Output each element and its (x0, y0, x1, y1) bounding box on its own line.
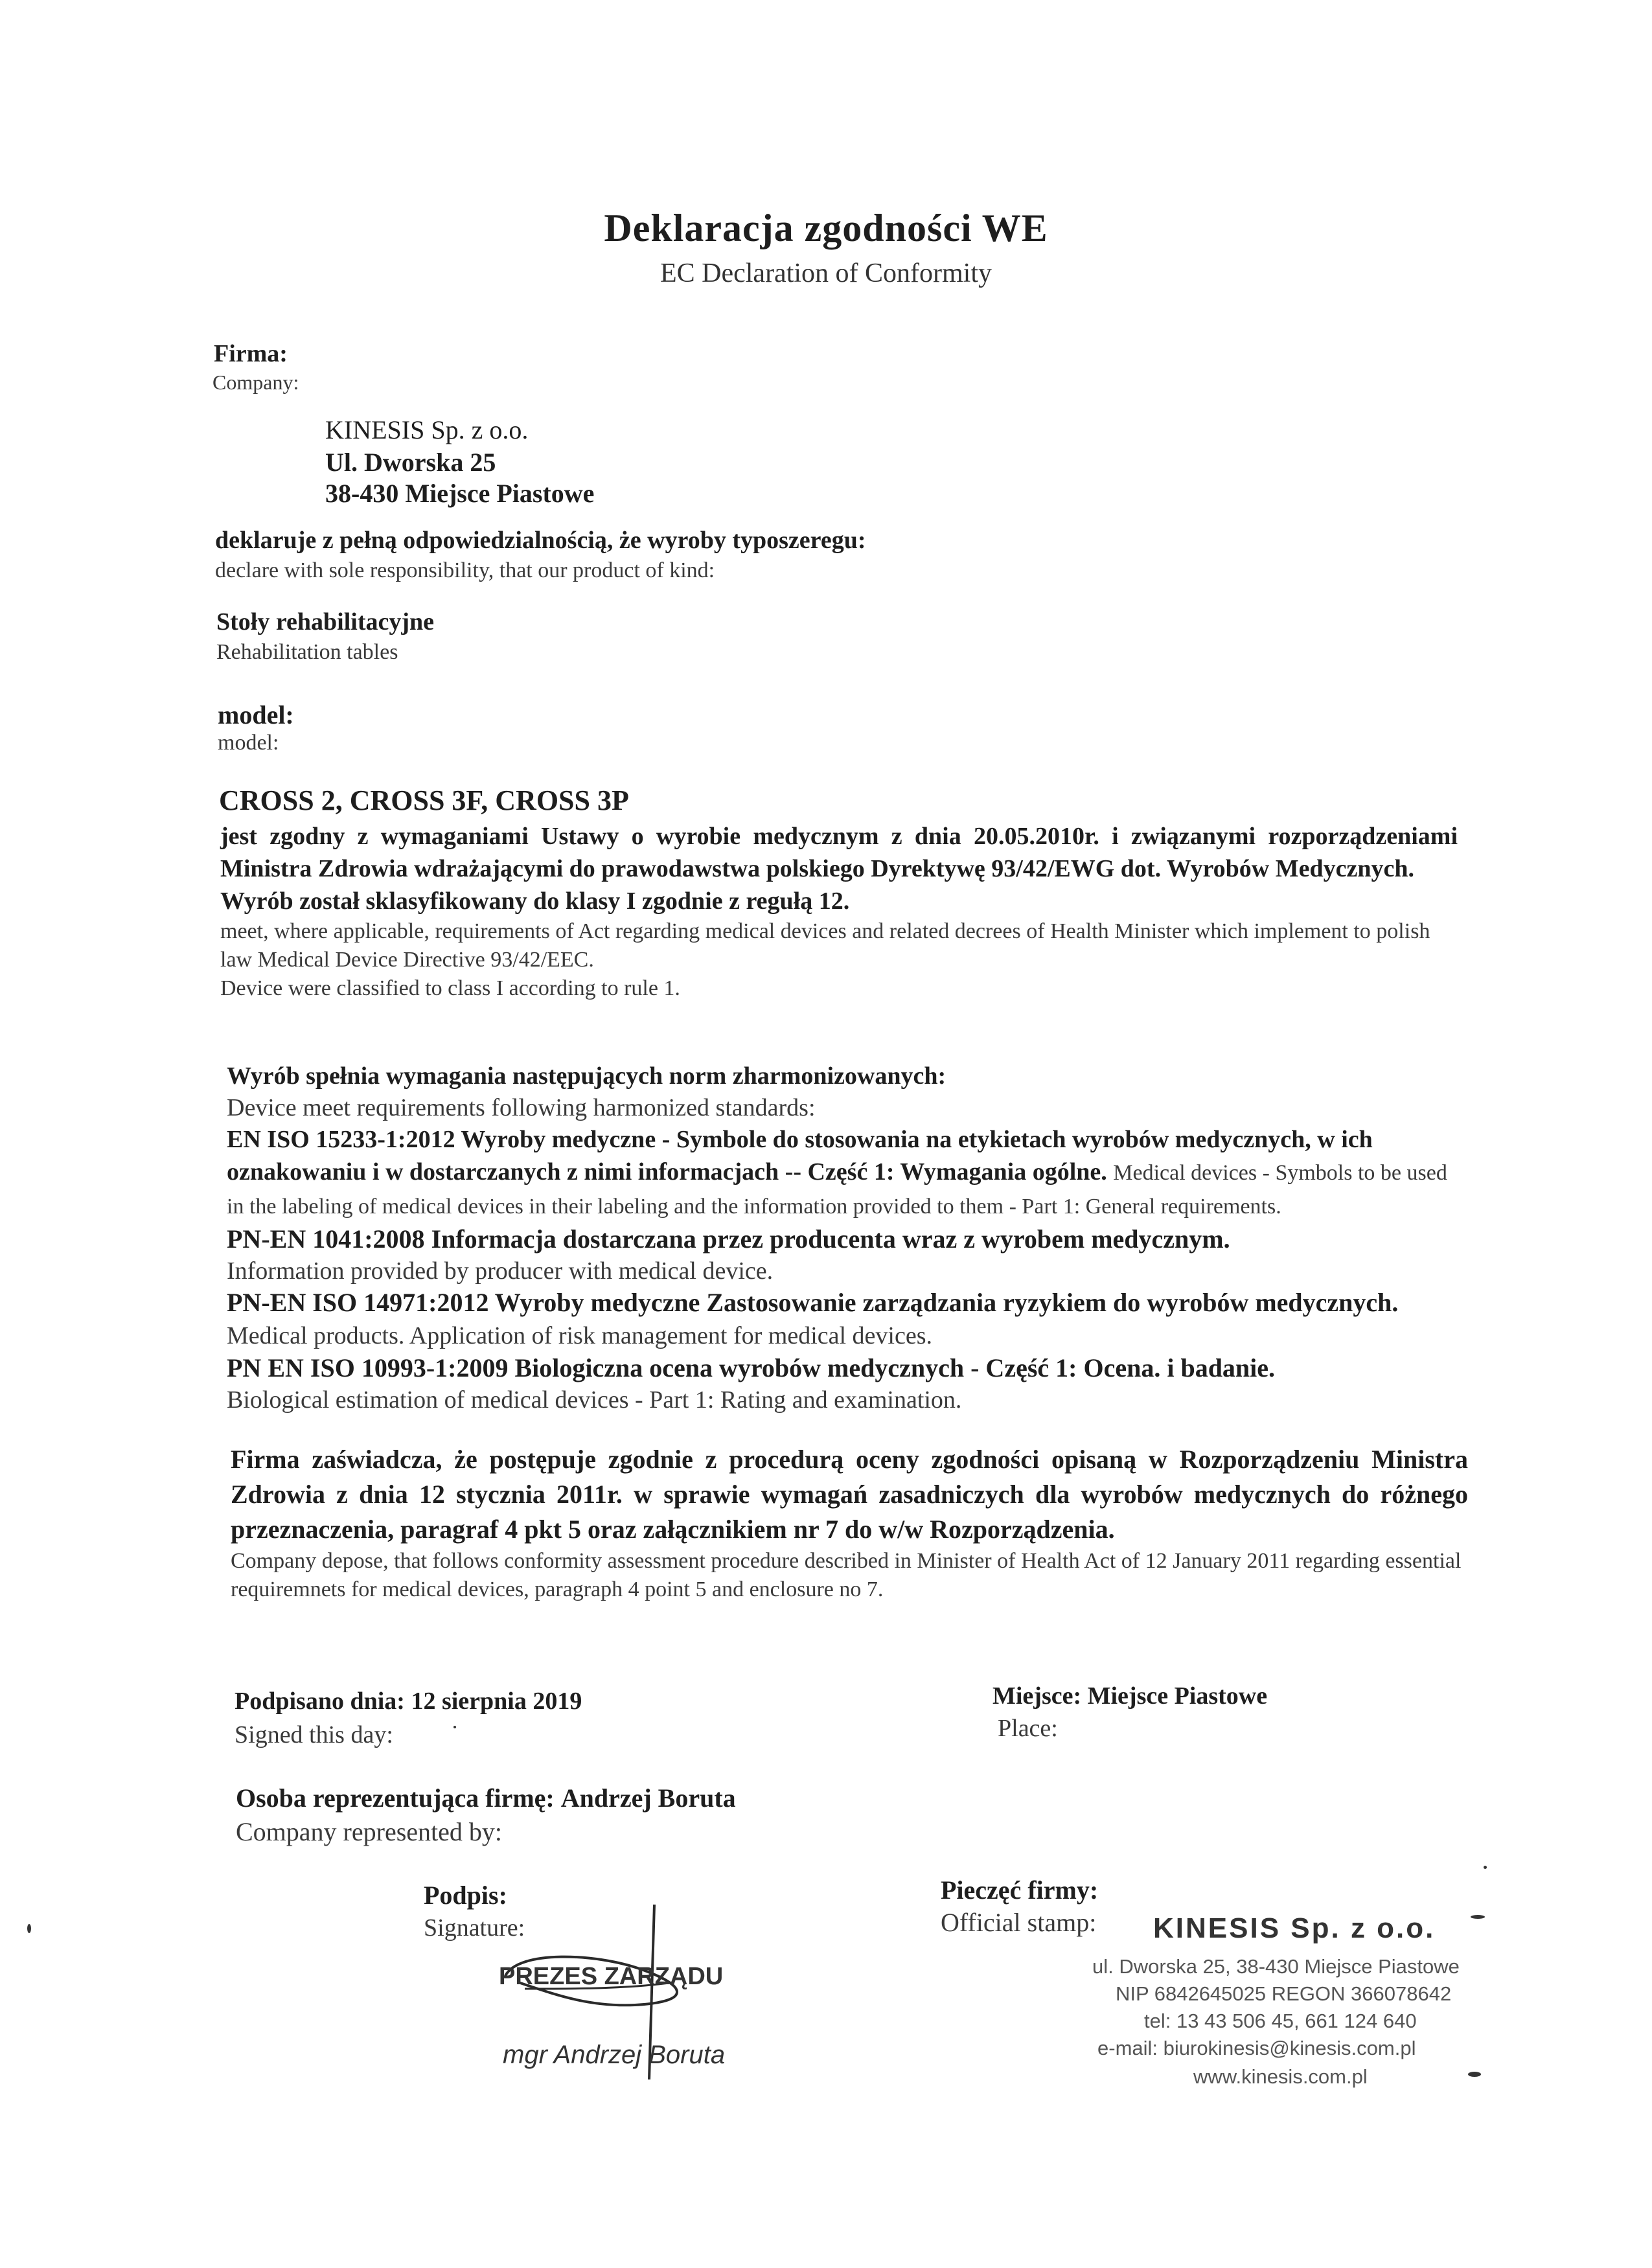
company-stamp-name: KINESIS Sp. z o.o. (1153, 1912, 1436, 1944)
conformity-pl-2: Wyrób został sklasyfikowany do klasy I zgodnie z regułą 12. (220, 888, 850, 915)
standards-section (227, 1060, 1464, 1415)
seal-label-pl: Pieczęć firmy: (941, 1875, 1099, 1905)
standard-item-pl: PN EN ISO 10993-1:2009 Biologiczna ocena wyrobów medycznych - Część 1: Ocena. i badanie. (227, 1353, 1276, 1382)
standard-item-en: Information provided by producer with medical device. (227, 1257, 774, 1285)
signature-label-en: Signature: (424, 1914, 525, 1942)
model-value: CROSS 2, CROSS 3F, CROSS 3P (219, 785, 629, 816)
representative (236, 1783, 736, 1813)
page-subtitle: EC Declaration of Conformity (660, 258, 992, 288)
scan-speck (1468, 2072, 1481, 2077)
conformity-section (220, 820, 1458, 1003)
standard-item (227, 1123, 1464, 1223)
company-stamp-ids: NIP 6842645025 REGON 366078642 (1116, 1982, 1452, 2005)
seal-label-en: Official stamp: (941, 1908, 1097, 1937)
standards-heading-pl: Wyrób spełnia wymagania następujących norm zharmonizowanych: (227, 1062, 946, 1090)
signed-place (992, 1682, 1267, 1710)
declare-en: declare with sole responsibility, that our product of kind: (215, 558, 715, 582)
standard-item-pl: PN-EN 1041:2008 Informacja dostarczana przez producenta wraz z wyrobem medycznym. (227, 1224, 1230, 1254)
model-label-en: model: (218, 731, 279, 755)
scan-speck (1484, 1866, 1487, 1869)
representative-value: Andrzej Boruta (560, 1783, 736, 1813)
scan-speck (453, 1726, 456, 1728)
representative-label: Osoba reprezentująca firmę: (236, 1783, 555, 1813)
company-label-pl: Firma: (214, 340, 288, 367)
signature-label-pl: Podpis: (424, 1881, 507, 1910)
company-label-en: Company: (212, 371, 299, 394)
company-stamp-email: e-mail: biurokinesis@kinesis.com.pl (1097, 2037, 1416, 2059)
product-pl: Stoły rehabilitacyjne (216, 608, 435, 636)
company-stamp-tel: tel: 13 43 506 45, 661 124 640 (1144, 2010, 1417, 2032)
company-stamp-address: ul. Dworska 25, 38-430 Miejsce Piastowe (1092, 1955, 1460, 1978)
procedure-en: Company depose, that follows conformity assessment procedure described in Minister of Health Act of 12 January 2011 regarding essential requiremnets for medical devices, paragraph 4 point 5 and enclosure no 7. (231, 1549, 1462, 1601)
signed-place-label-en: Place: (998, 1715, 1058, 1742)
product-en: Rehabilitation tables (216, 640, 398, 664)
signed-place-value: Miejsce Piastowe (1087, 1682, 1268, 1710)
signed-date-value: 12 sierpnia 2019 (411, 1688, 582, 1715)
signature-stamp-title: PREZES ZARZĄDU (499, 1963, 724, 1990)
procedure-section (231, 1442, 1468, 1604)
signed-date-label-en: Signed this day: (235, 1721, 393, 1748)
signed-date-label: Podpisano dnia: (235, 1688, 405, 1715)
standard-item-en: Medical devices - Symbols to be used in the labeling of medical devices in their labeling and the information provided to them - Part 1: General requirements. (227, 1161, 1447, 1219)
conformity-pl-1: jest zgodny z wymaganiami Ustawy o wyrobie medycznym z dnia 20.05.2010r. i związanymi rozporządzeniami Ministra Zdrowia wdrażającymi do prawodawstwa polskiego Dyrektywę 93/42/EWG dot. Wyrobów Medycznych. (220, 823, 1458, 882)
company-city: 38-430 Miejsce Piastowe (325, 479, 595, 508)
signature-stamp-name: mgr Andrzej Boruta (503, 2041, 726, 2069)
company-street: Ul. Dworska 25 (325, 448, 496, 477)
standard-item-pl: PN-EN ISO 14971:2012 Wyroby medyczne Zastosowanie zarządzania ryzykiem do wyrobów medycznych. (227, 1288, 1399, 1317)
standard-item-en: Medical products. Application of risk management for medical devices. (227, 1322, 932, 1349)
conformity-en-1: meet, where applicable, requirements of Act regarding medical devices and related decrees of Health Minister which implement to polish law Medical Device Directive 93/42/EEC. (220, 919, 1430, 972)
signed-place-label: Miejsce: (992, 1682, 1082, 1710)
standard-item (227, 1287, 1464, 1352)
company-name: KINESIS Sp. z o.o. (325, 415, 529, 444)
declare-pl: deklaruje z pełną odpowiedzialnością, że wyroby typoszeregu: (215, 527, 866, 554)
model-label-pl: model: (218, 700, 294, 729)
scan-speck (27, 1924, 31, 1933)
page-title: Deklaracja zgodności WE (604, 207, 1048, 249)
procedure-pl: Firma zaświadcza, że postępuje zgodnie z procedurą oceny zgodności opisaną w Rozporządzeniu Ministra Zdrowia z dnia 12 stycznia 2011r. w sprawie wymagań zasadniczych dla wyrobów medycznych do różnego przeznaczenia, paragraf 4 pkt 5 oraz załącznikiem nr 7 do w/w Rozporządzenia. (231, 1445, 1468, 1544)
standard-item-en: Biological estimation of medical devices - Part 1: Rating and examination. (227, 1386, 962, 1414)
signed-date (235, 1687, 582, 1715)
representative-label-en: Company represented by: (236, 1817, 502, 1846)
conformity-en-2: Device were classified to class I according to rule 1. (220, 976, 680, 1000)
company-stamp-www: www.kinesis.com.pl (1193, 2065, 1368, 2088)
standards-heading-en: Device meet requirements following harmonized standards: (227, 1094, 816, 1121)
scan-speck (1471, 1915, 1485, 1919)
standard-item-pl: EN ISO 15233-1:2012 Wyroby medyczne - Symbole do stosowania na etykietach wyrobów medycznych, w ich oznakowaniu i w dostarczanych z nimi informacjach -- Część 1: Wymagania ogólne. (227, 1126, 1373, 1186)
